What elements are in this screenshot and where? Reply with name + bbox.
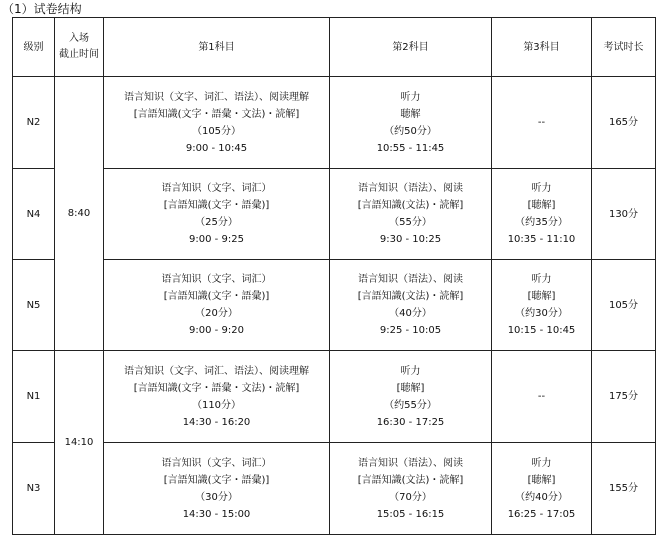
entry-time-afternoon: 14:10 [55, 351, 104, 535]
subject-time: 10:15 - 10:45 [507, 325, 576, 336]
subject1-cell [104, 443, 330, 535]
subject2-cell [330, 169, 492, 260]
subject-name: 听力 [531, 457, 552, 469]
subject-name: 语言知识（文字、词汇、语法）、阅读理解 [124, 91, 309, 103]
level-cell: N4 [13, 169, 55, 260]
subject-time: 16:25 - 17:05 [507, 508, 576, 520]
table-row-n2 [13, 77, 656, 169]
duration-cell: 165分 [592, 77, 656, 169]
header-row [13, 18, 656, 77]
table-row-n3 [13, 443, 656, 535]
subject1-cell [104, 77, 330, 169]
header-subject-3: 第3科目 [492, 18, 592, 77]
subject-name-jp: [聴解] [527, 200, 556, 211]
header-level: 级别 [13, 18, 55, 77]
subject-name-jp: [聴解] [527, 291, 556, 302]
subject-name-jp: [言語知識(文法)・読解] [357, 200, 464, 211]
subject-minutes: （25分） [195, 217, 238, 228]
subject-name: 语言知识（语法）、阅读 [358, 274, 463, 285]
subject3-cell: -- [492, 77, 592, 169]
subject2-cell [330, 351, 492, 443]
header-subject-1: 第1科目 [104, 18, 330, 77]
subject1-cell [104, 260, 330, 351]
subject-name-jp: 聴解 [400, 108, 421, 120]
subject-name-jp: [言語知識(文法)・読解] [357, 474, 464, 486]
subject-name: 语言知识（文字、词汇） [161, 274, 272, 285]
subject3-cell [492, 169, 592, 260]
subject-name-jp: [言語知識(文字・語彙)] [163, 474, 270, 486]
table-row-n1 [13, 351, 656, 443]
subject-name: 语言知识（语法）、阅读 [358, 457, 463, 469]
duration-cell: 155分 [592, 443, 656, 535]
subject2-cell [330, 443, 492, 535]
subject-name: 听力 [531, 274, 552, 285]
subject-name: 听力 [531, 183, 552, 194]
subject-name-jp: [言語知識(文字・語彙)] [163, 200, 270, 211]
subject-time: 16:30 - 17:25 [376, 416, 445, 428]
subject-name: 语言知识（文字、词汇） [161, 457, 272, 469]
exam-structure-table [12, 17, 656, 535]
subject-minutes: （约40分） [515, 491, 568, 503]
subject-name: 语言知识（文字、词汇、语法）、阅读理解 [124, 365, 309, 377]
header-entry-deadline [55, 18, 104, 77]
subject-minutes: （20分） [195, 308, 238, 319]
subject-time: 14:30 - 15:00 [182, 508, 251, 520]
subject-minutes: （70分） [389, 491, 432, 503]
duration-cell: 105分 [592, 260, 656, 351]
subject-minutes: （约30分） [515, 308, 568, 319]
entry-time-morning: 8:40 [55, 77, 104, 351]
level-cell: N3 [13, 443, 55, 535]
subject-time: 15:05 - 16:15 [376, 508, 445, 520]
table-row-n4 [13, 169, 656, 260]
subject-minutes: （30分） [195, 491, 238, 503]
subject3-cell [492, 443, 592, 535]
subject-minutes: （40分） [389, 308, 432, 319]
level-cell: N5 [13, 260, 55, 351]
subject3-cell: -- [492, 351, 592, 443]
subject-time: 9:30 - 10:25 [379, 234, 442, 245]
subject-name-jp: [言語知識(文字・語彙・文法)・読解] [133, 382, 300, 394]
subject-minutes: （约55分） [384, 399, 437, 411]
subject-name-jp: [言語知識(文法)・読解] [357, 291, 464, 302]
subject-minutes: （110分） [191, 399, 242, 411]
header-duration: 考试时长 [592, 18, 656, 77]
subject-time: 10:35 - 11:10 [507, 234, 576, 245]
subject-time: 9:25 - 10:05 [379, 325, 442, 336]
subject-name: 听力 [400, 91, 421, 103]
duration-cell: 175分 [592, 351, 656, 443]
duration-cell: 130分 [592, 169, 656, 260]
subject-minutes: （约35分） [515, 217, 568, 228]
subject-name-jp: [言語知識(文字・語彙・文法)・読解] [133, 108, 300, 120]
subject1-cell [104, 169, 330, 260]
subject-minutes: （105分） [191, 125, 242, 137]
subject-time: 10:55 - 11:45 [376, 142, 445, 154]
subject-name: 语言知识（语法）、阅读 [358, 183, 463, 194]
subject-time: 9:00 - 9:20 [189, 325, 244, 336]
subject-time: 14:30 - 16:20 [182, 416, 251, 428]
header-subject-2: 第2科目 [330, 18, 492, 77]
subject2-cell [330, 77, 492, 169]
subject-name: 听力 [400, 365, 421, 377]
table-row-n5 [13, 260, 656, 351]
subject-time: 9:00 - 9:25 [189, 234, 244, 245]
subject-minutes: （约50分） [384, 125, 437, 137]
subject-minutes: （55分） [389, 217, 432, 228]
subject-name: 语言知识（文字、词汇） [161, 183, 272, 194]
header-entry-line2: 截止时间 [59, 49, 99, 60]
header-entry-line1: 入场 [69, 33, 89, 44]
subject-name-jp: [言語知識(文字・語彙)] [163, 291, 270, 302]
subject-name-jp: [聴解] [396, 382, 425, 394]
subject2-cell [330, 260, 492, 351]
subject-name-jp: [聴解] [527, 474, 556, 486]
section-title: （1）试卷结构 [2, 2, 82, 16]
level-cell: N1 [13, 351, 55, 443]
subject1-cell [104, 351, 330, 443]
subject-time: 9:00 - 10:45 [185, 142, 248, 154]
level-cell: N2 [13, 77, 55, 169]
subject3-cell [492, 260, 592, 351]
